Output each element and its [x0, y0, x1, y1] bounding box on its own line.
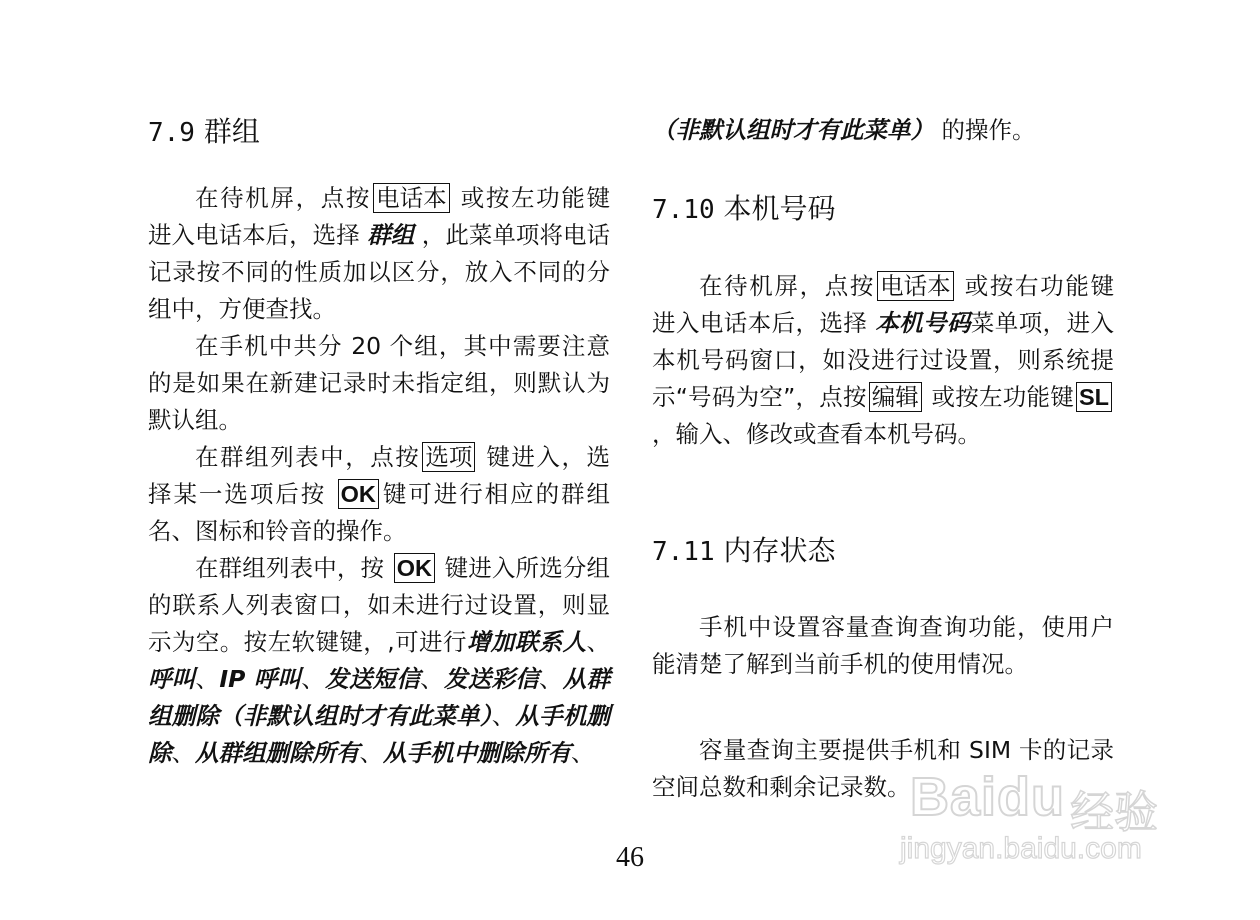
- section-number: 7.9: [148, 118, 195, 148]
- text: 在群组列表中，点按: [195, 443, 421, 471]
- section-heading-7-9: [148, 115, 260, 150]
- text: 键进入，选择某一选项后按: [148, 443, 610, 508]
- paragraph-memory-intro: [652, 609, 1114, 683]
- separator: 、: [359, 739, 383, 767]
- section-heading-7-11: [652, 534, 836, 569]
- section-number: 7.10: [652, 195, 715, 225]
- section-title: 内存状态: [723, 534, 836, 567]
- section-heading-7-10: [652, 192, 836, 227]
- menu-item-remove-all-from-group: 从群组删除所有: [195, 739, 360, 767]
- watermark-brand: Baidu: [910, 767, 1066, 827]
- text: 菜单项，进入本机号码窗口，如没进行过设置，则系统提示“号码为空”，点按: [652, 309, 1114, 411]
- text: 在群组列表中，按: [195, 554, 392, 582]
- key-phonebook: 电话本: [373, 183, 450, 213]
- page-number: 46: [616, 842, 644, 873]
- menu-item-delete-from-phone: 从手机删除: [148, 702, 611, 767]
- paragraph-continuation: [652, 112, 1114, 149]
- menu-item-add-contact: 增加联系人: [466, 628, 587, 656]
- text: 或按左功能键: [923, 383, 1074, 411]
- menu-item-remove-from-group: 从群组删除: [148, 665, 611, 730]
- separator: 、: [491, 702, 516, 730]
- text: 键可进行相应的群组名、图标和铃音的操作。: [148, 480, 610, 545]
- key-phonebook: 电话本: [877, 271, 954, 301]
- paragraph-own-number: [652, 268, 1114, 453]
- separator: 、: [539, 665, 563, 693]
- menu-item-own-number: 本机号码: [875, 309, 971, 337]
- text: 或按左功能键进入电话本后，选择: [148, 184, 610, 249]
- menu-item-ip-call: IP 呼叫: [219, 665, 302, 693]
- menu-note: （非默认组时才有此菜单）: [652, 116, 934, 144]
- menu-item-send-mms: 发送彩信: [443, 665, 540, 693]
- text: 容量查询主要提供手机和 SIM 卡的记录空间总数和剩余记录数。: [652, 736, 1114, 801]
- separator: 、: [195, 665, 220, 693]
- paragraph-group-contacts: [148, 550, 610, 772]
- separator: 、: [171, 739, 195, 767]
- menu-item-send-sms: 发送短信: [325, 665, 421, 693]
- baidu-jingyan-watermark: [870, 766, 1200, 876]
- key-sl: SL: [1076, 382, 1112, 412]
- menu-item-groups: 群组: [367, 221, 415, 249]
- text: 键进入所选分组的联系人列表窗口，如未进行过设置，则显示为空。按左软键键，,可进行: [148, 554, 610, 656]
- separator: 、: [420, 665, 444, 693]
- paragraph-group-options: [148, 439, 610, 550]
- key-ok: OK: [394, 553, 435, 583]
- menu-note: （非默认组时才有此菜单）: [219, 702, 492, 730]
- key-options: 选项: [422, 442, 475, 472]
- key-edit: 编辑: [869, 382, 922, 412]
- separator: 、: [301, 665, 326, 693]
- key-ok: OK: [338, 479, 379, 509]
- text: 的操作。: [934, 116, 1036, 144]
- separator: 、: [586, 628, 610, 656]
- section-title: 群组: [203, 115, 260, 148]
- text: 在待机屏，点按: [699, 272, 876, 300]
- watermark-cn: 经验: [1070, 787, 1158, 838]
- watermark-url: jingyan.baidu.com: [900, 832, 1142, 865]
- text: 手机中设置容量查询查询功能，使用户能清楚了解到当前手机的使用情况。: [652, 613, 1114, 678]
- section-title: 本机号码: [723, 192, 836, 225]
- text: 在待机屏，点按: [195, 184, 372, 212]
- text: ，输入、修改或查看本机号码。: [652, 420, 981, 448]
- text: ，此菜单项将电话记录按不同的性质加以区分，放入不同的分组中，方便查找。: [148, 221, 610, 323]
- text: 或按右功能键进入电话本后，选择: [652, 272, 1114, 337]
- separator: 、: [571, 739, 595, 767]
- menu-item-call: 呼叫: [148, 665, 196, 693]
- menu-item-delete-all-from-phone: 从手机中删除所有: [383, 739, 571, 767]
- text: 在手机中共分 20 个组，其中需要注意的是如果在新建记录时未指定组，则默认为默认组。: [148, 332, 610, 434]
- paragraph-group-count: [148, 328, 610, 439]
- section-number: 7.11: [652, 537, 715, 567]
- paragraph-groups-intro: [148, 180, 610, 328]
